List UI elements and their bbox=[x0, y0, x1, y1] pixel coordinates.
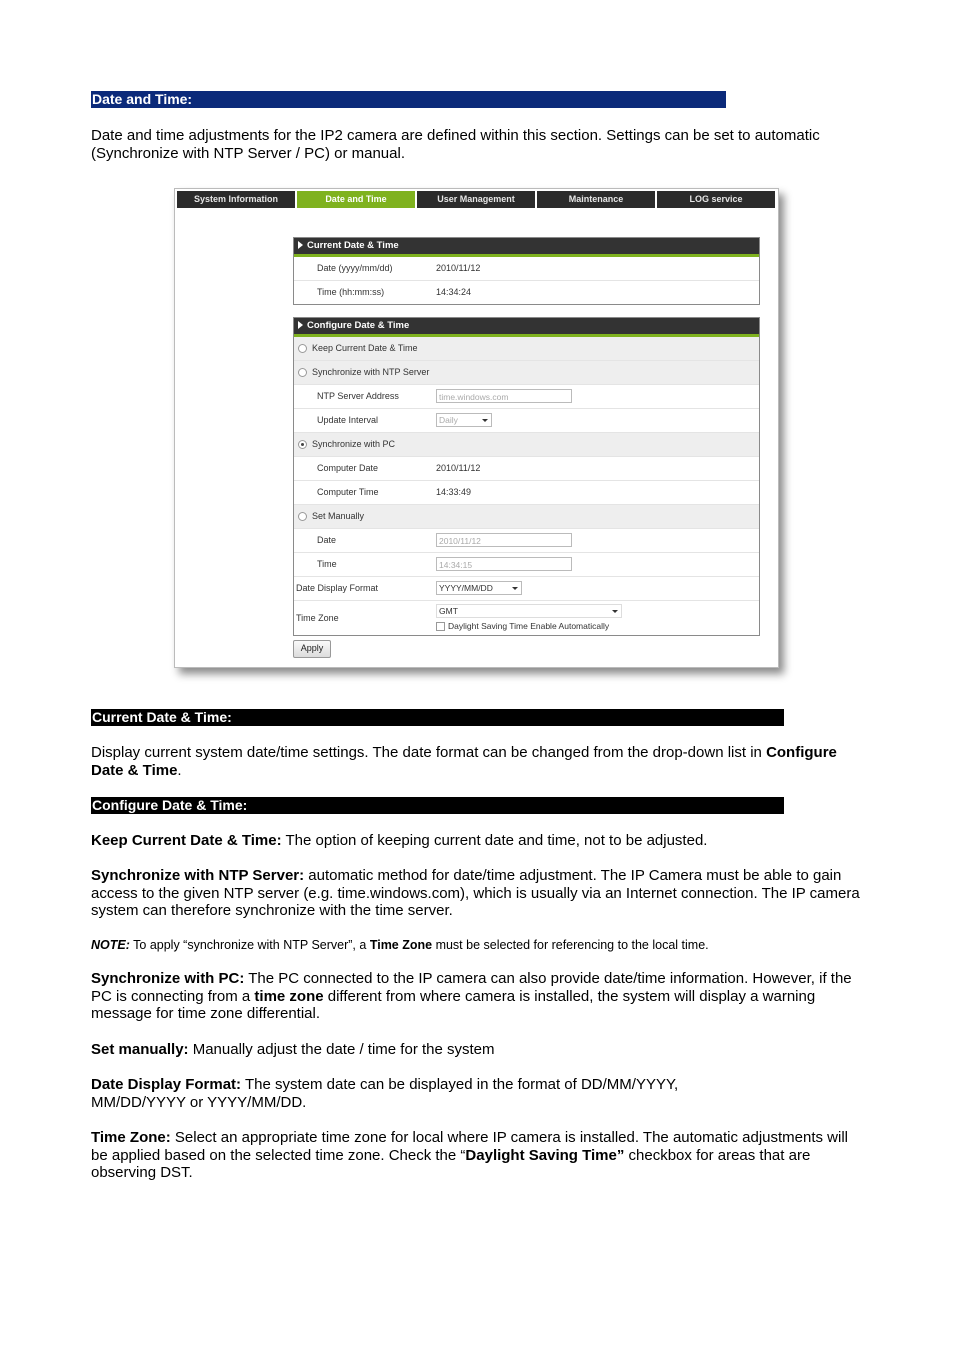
current-date-row bbox=[294, 257, 759, 281]
ntp-title: Synchronize with NTP Server: bbox=[91, 867, 305, 884]
note-paragraph bbox=[91, 937, 866, 955]
sync-pc-row bbox=[294, 433, 759, 457]
tab-system-information[interactable]: System Information bbox=[177, 191, 297, 208]
dst-label: Daylight Saving Time Enable Automatically bbox=[448, 621, 610, 631]
manual-time-row bbox=[294, 553, 759, 577]
keep-title: Keep Current Date & Time: bbox=[91, 832, 282, 849]
date-format-paragraph bbox=[91, 1076, 731, 1111]
section-heading-current-date-time: Current Date & Time: bbox=[91, 709, 784, 726]
panel-title: Configure Date & Time bbox=[307, 320, 410, 331]
ntp-address-input[interactable]: time.windows.com bbox=[436, 389, 572, 403]
current-date-time-header bbox=[294, 238, 759, 257]
computer-date-label: Computer Date bbox=[317, 463, 379, 473]
display-format-row bbox=[294, 577, 759, 601]
manual-title: Set manually: bbox=[91, 1041, 189, 1058]
update-interval-label: Update Interval bbox=[317, 415, 379, 425]
display-format-select[interactable] bbox=[436, 581, 522, 595]
pc-text: The PC connected to the IP camera can also provide date/time information. However, if the PC is connecting from a bbox=[91, 970, 852, 1005]
set-manually-paragraph bbox=[91, 1041, 866, 1059]
time-zone-paragraph bbox=[91, 1129, 866, 1182]
note-text: To apply “synchronize with NTP Server”, a bbox=[129, 938, 370, 952]
update-interval-row bbox=[294, 409, 759, 433]
current-text-bold: Configure Date & Time bbox=[91, 744, 837, 779]
current-text: Display current system date/time settings. The date format can be changed from the drop-down list in bbox=[91, 744, 767, 761]
keep-text: The option of keeping current date and time, not to be adjusted. bbox=[281, 832, 708, 849]
tab-user-management[interactable]: User Management bbox=[417, 191, 537, 208]
manual-time-input[interactable]: 14:34:15 bbox=[436, 557, 572, 571]
current-time-value: 14:34:24 bbox=[436, 287, 472, 297]
keep-current-radio[interactable] bbox=[298, 344, 307, 353]
sync-pc-label: Synchronize with PC bbox=[312, 439, 396, 449]
ntp-address-row bbox=[294, 385, 759, 409]
sync-ntp-radio[interactable] bbox=[298, 368, 307, 377]
set-manually-radio[interactable] bbox=[298, 512, 307, 521]
pc-text-end: different from where camera is installed, the system will display a warning message for time zone differential. bbox=[91, 987, 816, 1022]
intro-paragraph: Date and time adjustments for the IP2 camera are defined within this section. Settings can be set to automatic (Synchronize with NTP Server / PC) or manual. bbox=[91, 127, 820, 162]
camera-settings-screenshot bbox=[174, 188, 779, 668]
manual-date-input[interactable]: 2010/11/12 bbox=[436, 533, 572, 547]
sync-ntp-label: Synchronize with NTP Server bbox=[312, 367, 430, 377]
keep-current-row bbox=[294, 337, 759, 361]
tab-log-service[interactable]: LOG service bbox=[689, 194, 743, 204]
section-heading-date-and-time: Date and Time: bbox=[91, 91, 726, 108]
display-format-label: Date Display Format bbox=[296, 583, 379, 593]
tab-bar bbox=[177, 191, 775, 208]
sync-pc-radio[interactable] bbox=[298, 440, 307, 449]
current-text-end: . bbox=[177, 761, 182, 779]
pc-bold: time zone bbox=[254, 987, 324, 1005]
tab-maintenance[interactable]: Maintenance bbox=[537, 191, 657, 208]
ntp-text: automatic method for date/time adjustment. The IP Camera must be able to gain access to the given NTP server (e.g. time.windows.com), which is usually via an Internet connection. The IP camera system can therefore synchronize with the time server. bbox=[91, 867, 860, 919]
computer-date-value: 2010/11/12 bbox=[436, 463, 481, 473]
sync-pc-paragraph bbox=[91, 970, 866, 1023]
set-manually-row bbox=[294, 505, 759, 529]
panel-title: Current Date & Time bbox=[307, 240, 399, 251]
current-time-label: Time (hh:mm:ss) bbox=[317, 287, 385, 297]
current-date-value: 2010/11/12 bbox=[436, 263, 481, 273]
section-heading-configure-date-time: Configure Date & Time: bbox=[91, 797, 784, 814]
tz-bold: Daylight Saving Time” bbox=[465, 1146, 625, 1164]
note-bold: Time Zone bbox=[369, 938, 433, 952]
computer-time-value: 14:33:49 bbox=[436, 487, 472, 497]
current-date-label: Date (yyyy/mm/dd) bbox=[317, 263, 393, 273]
manual-date-label: Date bbox=[317, 535, 337, 545]
format-title: Date Display Format: bbox=[91, 1076, 242, 1093]
pc-title: Synchronize with PC: bbox=[91, 970, 245, 987]
tz-text-end: checkbox for areas that are observing DST. bbox=[91, 1146, 811, 1181]
sync-ntp-row bbox=[294, 361, 759, 385]
computer-time-label: Computer Time bbox=[317, 487, 379, 497]
sync-ntp-paragraph bbox=[91, 867, 866, 920]
tz-title: Time Zone: bbox=[91, 1129, 171, 1146]
set-manually-label: Set Manually bbox=[312, 511, 365, 521]
display-format-value: YYYY/MM/DD bbox=[439, 583, 493, 593]
current-time-row bbox=[294, 281, 759, 304]
current-date-time-paragraph bbox=[91, 744, 866, 779]
note-title: NOTE: bbox=[91, 938, 130, 952]
keep-current-label: Keep Current Date & Time bbox=[312, 343, 418, 353]
tab-date-and-time[interactable]: Date and Time bbox=[297, 191, 417, 208]
chevron-down-icon bbox=[512, 587, 518, 590]
time-zone-row bbox=[294, 601, 759, 635]
update-interval-select[interactable] bbox=[436, 413, 492, 427]
triangle-icon bbox=[298, 321, 303, 329]
configure-date-time-header bbox=[294, 318, 759, 337]
configure-date-time-panel bbox=[293, 317, 760, 636]
update-interval-value: Daily bbox=[439, 415, 458, 425]
time-zone-value: GMT bbox=[439, 606, 458, 616]
triangle-icon bbox=[298, 241, 303, 249]
computer-date-row bbox=[294, 457, 759, 481]
apply-button[interactable]: Apply bbox=[293, 640, 331, 658]
tz-text: Select an appropriate time zone for local where IP camera is installed. The automatic adjustments will be applied based on the selected time zone. Check the “ bbox=[91, 1129, 849, 1164]
dst-checkbox[interactable] bbox=[436, 622, 445, 631]
manual-date-row bbox=[294, 529, 759, 553]
format-text: The system date can be displayed in the format of DD/MM/YYYY, MM/DD/YYYY or YYYY/MM/DD. bbox=[91, 1076, 679, 1111]
time-zone-label: Time Zone bbox=[296, 613, 339, 623]
ntp-address-label: NTP Server Address bbox=[317, 391, 399, 401]
chevron-down-icon bbox=[482, 419, 488, 422]
computer-time-row bbox=[294, 481, 759, 505]
manual-text: Manually adjust the date / time for the system bbox=[188, 1041, 495, 1058]
keep-current-paragraph bbox=[91, 832, 866, 850]
current-date-time-panel bbox=[293, 237, 760, 305]
chevron-down-icon bbox=[612, 610, 618, 613]
manual-time-label: Time bbox=[317, 559, 337, 569]
note-text-end: must be selected for referencing to the local time. bbox=[432, 938, 709, 952]
